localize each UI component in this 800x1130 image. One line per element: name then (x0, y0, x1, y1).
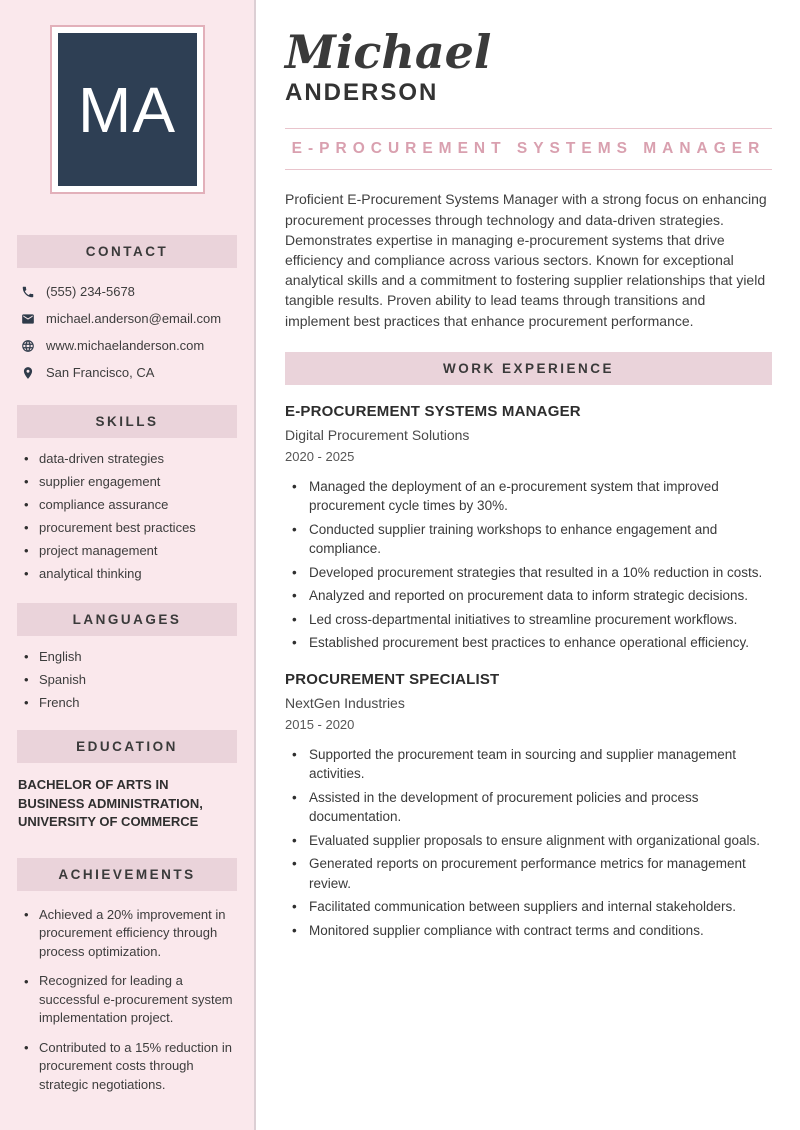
contact-section-title: CONTACT (85, 244, 169, 259)
achievements-section-title: ACHIEVEMENTS (58, 866, 196, 882)
job-bullet: • Monitored supplier compliance with contract terms and conditions. (292, 921, 772, 941)
contact-list (17, 278, 237, 386)
location-icon (21, 366, 35, 380)
phone-icon (21, 285, 35, 299)
skill-item: • project management (24, 544, 237, 558)
skill-item: • compliance assurance (24, 498, 237, 512)
skill-item: • supplier engagement (24, 475, 237, 489)
job-bullet: • Generated reports on procurement performance metrics for management review. (292, 854, 772, 893)
contact-website-text: www.michaelanderson.com (46, 338, 205, 353)
education-section-title: EDUCATION (76, 739, 178, 754)
achievement-item: • Recognized for leading a successful e-procurement system implementation project. (24, 972, 237, 1028)
achievement-item: • Achieved a 20% improvement in procurement efficiency through process optimization. (24, 906, 237, 962)
contact-item-email (17, 305, 237, 332)
globe-icon (21, 339, 35, 353)
skill-item: • data-driven strategies (24, 452, 237, 466)
job-bullet: • Led cross-departmental initiatives to streamline procurement workflows. (292, 610, 772, 630)
job-bullet-list (285, 745, 772, 941)
main-content (285, 0, 772, 944)
job-title: PROCUREMENT SPECIALIST (285, 670, 500, 688)
languages-section-title: LANGUAGES (72, 612, 182, 627)
job-dates: 2020 - 2025 (285, 448, 355, 464)
job-bullet: • Analyzed and reported on procurement data to inform strategic decisions. (292, 586, 772, 606)
job-bullet: • Managed the deployment of an e-procurement system that improved procurement cycle times by 30%. (292, 477, 772, 516)
sidebar (0, 0, 256, 1130)
job-dates: 2015 - 2020 (285, 716, 355, 732)
job-bullet: • Supported the procurement team in sourcing and supplier management activities. (292, 745, 772, 784)
email-icon (21, 312, 35, 326)
role-title: E-PROCUREMENT SYSTEMS MANAGER (291, 140, 766, 158)
job-bullet: • Conducted supplier training workshops to enhance engagement and compliance. (292, 520, 772, 559)
languages-section-header (17, 603, 237, 636)
job-entry (285, 671, 772, 941)
job-bullet-list (285, 477, 772, 653)
avatar-box (58, 33, 197, 186)
skill-item: • procurement best practices (24, 521, 237, 535)
education-degree-text: BACHELOR OF ARTS IN BUSINESS ADMINISTRATION, UNIVERSITY OF COMMERCE (18, 777, 203, 829)
skill-item: • analytical thinking (24, 567, 237, 581)
job-title: E-PROCUREMENT SYSTEMS MANAGER (285, 402, 581, 420)
job-bullet: • Established procurement best practices to enhance operational efficiency. (292, 633, 772, 653)
contact-item-location (17, 359, 237, 386)
first-name: Michael (285, 25, 492, 79)
language-item: • English (24, 650, 237, 664)
languages-list (17, 650, 237, 710)
skills-section-header (17, 405, 237, 438)
achievement-item: • Contributed to a 15% reduction in procurement costs through strategic negotiations. (24, 1039, 237, 1095)
job-company: Digital Procurement Solutions (285, 426, 470, 443)
achievements-list (17, 906, 237, 1095)
job-bullet: • Developed procurement strategies that resulted in a 10% reduction in costs. (292, 563, 772, 583)
language-item: • Spanish (24, 673, 237, 687)
language-item: • French (24, 696, 237, 710)
contact-phone-text: (555) 234-5678 (46, 284, 135, 299)
job-company: NextGen Industries (285, 694, 405, 711)
contact-section-header (17, 235, 237, 268)
achievements-section-header (17, 858, 237, 891)
avatar-initials: MA (78, 73, 176, 146)
last-name: ANDERSON (285, 79, 439, 107)
job-bullet: • Assisted in the development of procurement policies and process documentation. (292, 788, 772, 827)
job-entry (285, 403, 772, 653)
job-bullet: • Facilitated communication between suppliers and internal stakeholders. (292, 897, 772, 917)
professional-summary: Proficient E-Procurement Systems Manager with a strong focus on enhancing procurement processes through technology and data-driven strategies. Demonstrates expertise in managing e-procurement systems that drive efficiency and compliance across various sectors. Known for exceptional analytical skills and a commitment to fostering supplier relationships that yield tangible results. Proven ability to lead teams through transitions and implement best practices that enhance procurement performance. (285, 191, 767, 329)
contact-item-phone (17, 278, 237, 305)
contact-item-website (17, 332, 237, 359)
education-section-header (17, 730, 237, 763)
skills-list (17, 452, 237, 581)
job-bullet: • Evaluated supplier proposals to ensure alignment with organizational goals. (292, 831, 772, 851)
work-experience-section-header: WORK EXPERIENCE (285, 352, 772, 385)
divider-line (285, 169, 772, 170)
skills-section-title: SKILLS (95, 414, 159, 429)
contact-location-text: San Francisco, CA (46, 365, 155, 380)
contact-email-text: michael.anderson@email.com (46, 311, 222, 326)
avatar (50, 25, 205, 194)
